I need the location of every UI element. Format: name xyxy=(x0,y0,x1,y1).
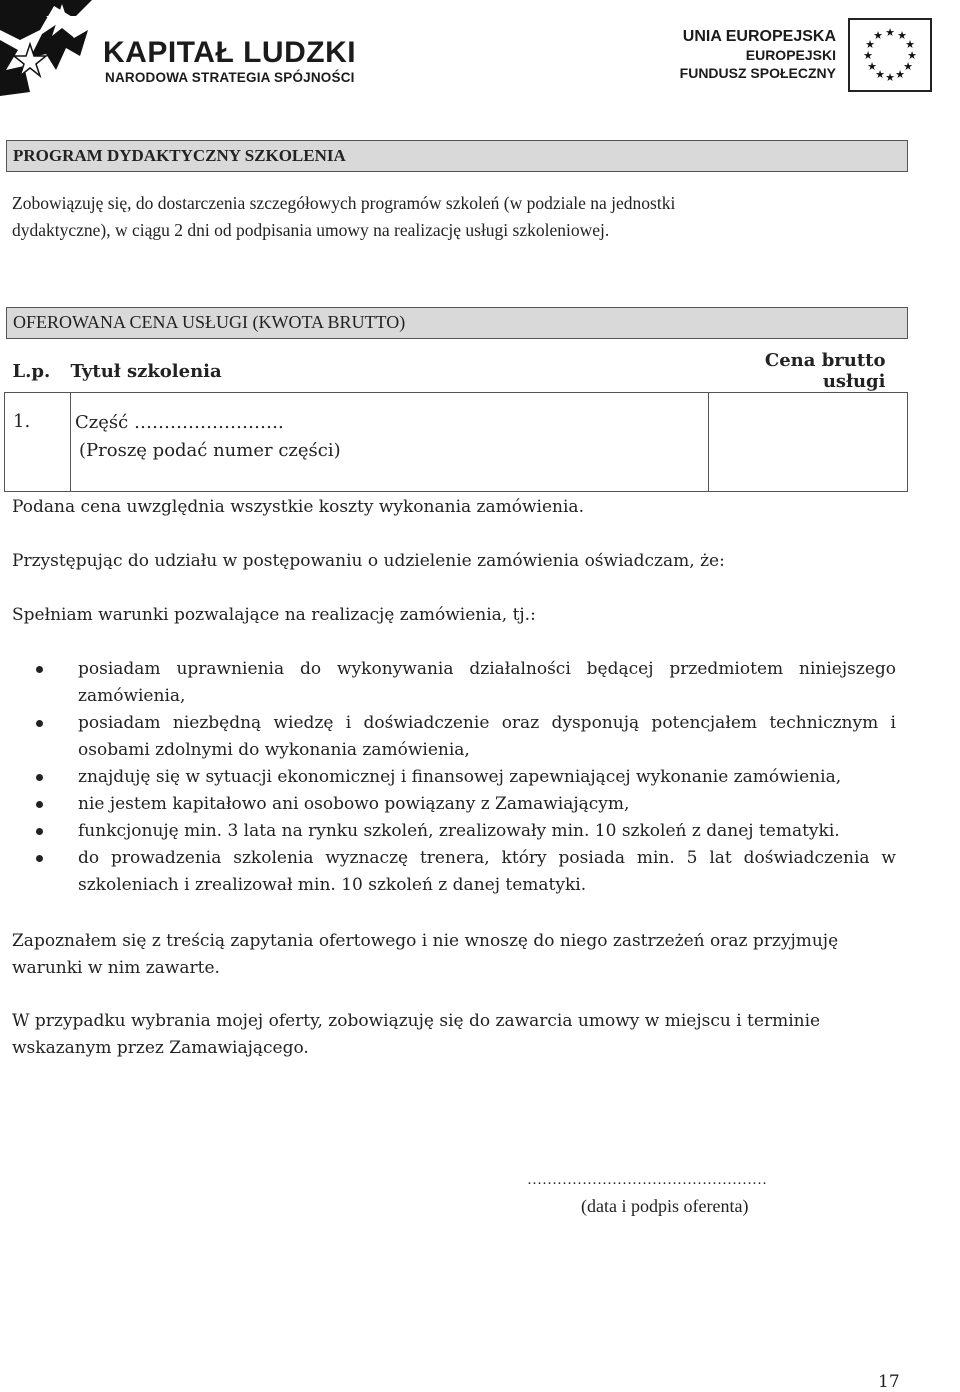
svg-text:★: ★ xyxy=(873,29,883,42)
page-number: 17 xyxy=(878,1372,900,1392)
svg-text:★: ★ xyxy=(885,26,895,39)
kapital-ludzki-logo-icon xyxy=(0,0,92,96)
program-section-heading: PROGRAM DYDAKTYCZNY SZKOLENIA xyxy=(6,140,908,172)
declaration-intro: Przystępując do udziału w postępowaniu o udzielenie zamówienia oświadczam, że: xyxy=(12,551,725,571)
svg-text:★: ★ xyxy=(903,60,913,73)
svg-text:★: ★ xyxy=(897,29,907,42)
price-input-cell[interactable] xyxy=(709,393,908,492)
list-item: do prowadzenia szkolenia wyznaczę trenera, który posiada min. 5 lat doświadczenia w szkoleniach i zrealizował min. 10 szkoleń z danej tematyki. xyxy=(12,845,896,899)
requirements-list xyxy=(12,656,896,899)
eu-title: UNIA EUROPEJSKA xyxy=(682,28,836,45)
price-table xyxy=(4,350,908,492)
list-item: nie jestem kapitałowo ani osobowo powiązany z Zamawiającym, xyxy=(12,791,896,818)
svg-text:★: ★ xyxy=(865,38,875,51)
price-table-header xyxy=(5,350,908,393)
svg-text:★: ★ xyxy=(905,38,915,51)
price-section-heading: OFEROWANA CENA USŁUGI (KWOTA BRUTTO) xyxy=(6,307,908,339)
list-item: posiadam uprawnienia do wykonywania działalności będącej przedmiotem niniejszego zamówienia, xyxy=(12,656,896,710)
table-row xyxy=(5,393,908,492)
costs-statement: Podana cena uwzględnia wszystkie koszty wykonania zamówienia. xyxy=(12,497,584,517)
list-item: posiadam niezbędną wiedzę i doświadczenie oraz dysponują potencjałem technicznym i osobami zdolnymi do wykonania zamówienia, xyxy=(12,710,896,764)
svg-text:★: ★ xyxy=(907,49,917,62)
eu-logo-text xyxy=(680,28,836,82)
svg-text:★: ★ xyxy=(863,49,873,62)
signature-line: ………………………………………… xyxy=(527,1172,767,1188)
list-item: znajduję się w sytuacji ekonomicznej i finansowej zapewniającej wykonanie zamówienia, xyxy=(12,764,896,791)
part-label: Część ……………………. xyxy=(75,412,284,433)
program-text-line: dydaktyczne), w ciągu 2 dni od podpisania umowy na realizację usługi szkoleniowej. xyxy=(12,220,610,240)
signature-caption: (data i podpis oferenta) xyxy=(581,1196,749,1216)
row-title-cell xyxy=(71,393,709,492)
part-note: (Proszę podać numer części) xyxy=(79,440,341,461)
program-commitment-text xyxy=(12,190,912,244)
kapital-ludzki-title: KAPITAŁ LUDZKI xyxy=(103,36,357,69)
eu-fund-line2: FUNDUSZ SPOŁECZNY xyxy=(679,65,836,81)
svg-text:★: ★ xyxy=(875,68,885,81)
svg-text:★: ★ xyxy=(867,60,877,73)
row-number: 1. xyxy=(5,393,71,492)
eu-flag-icon xyxy=(848,18,932,92)
list-item: funkcjonuję min. 3 lata na rynku szkoleń, zrealizowały min. 10 szkoleń z danej tematyki. xyxy=(12,818,896,845)
acquainted-statement: Zapoznałem się z treścią zapytania ofertowego i nie wnoszę do niego zastrzeżeń oraz przyjmuję warunki w nim zawarte. xyxy=(12,931,839,978)
column-header-price: Cena brutto usługi xyxy=(764,350,886,392)
agreement-statement: W przypadku wybrania mojej oferty, zobowiązuję się do zawarcia umowy w miejscu i terminie wskazanym przez Zamawiającego. xyxy=(12,1011,821,1058)
conditions-intro: Spełniam warunki pozwalające na realizację zamówienia, tj.: xyxy=(12,605,536,625)
eu-fund-line1: EUROPEJSKI xyxy=(745,47,836,63)
svg-text:★: ★ xyxy=(885,71,895,84)
svg-text:★: ★ xyxy=(895,68,905,81)
column-header-title: Tytuł szkolenia xyxy=(70,360,222,382)
kapital-ludzki-subtitle: NARODOWA STRATEGIA SPÓJNOŚCI xyxy=(105,70,355,85)
column-header-lp: L.p. xyxy=(12,360,51,382)
program-text-line: Zobowiązuję się, do dostarczenia szczegółowych programów szkoleń (w podziale na jednostki xyxy=(12,193,676,213)
